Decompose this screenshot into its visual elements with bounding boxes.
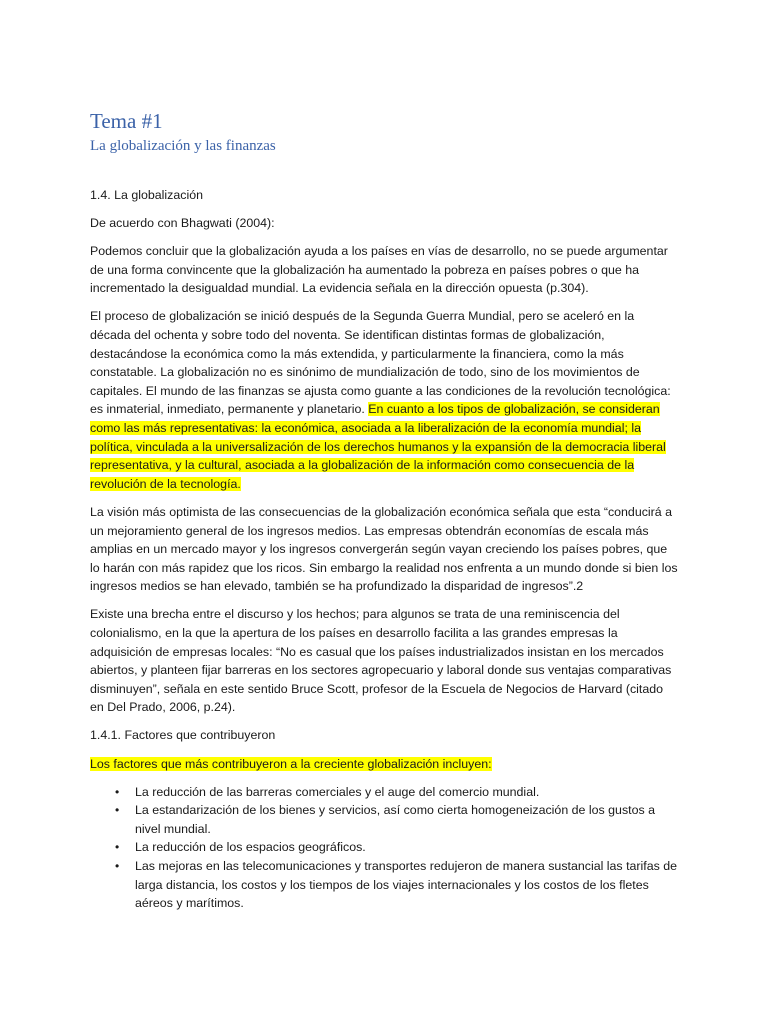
bullet-icon: • — [115, 784, 120, 799]
document-title: Tema #1 — [90, 109, 163, 133]
list-item — [90, 857, 678, 913]
paragraph-globalization-process — [90, 307, 678, 493]
paragraph-optimistic-view: La visión más optimista de las consecuencias de la globalización económica señala que esta “conducirá a un mejoramiento general de los ingresos medios. Las empresas obtendrán economías de escala más amplias en un mercado mayor y los ingresos convergerán según vayan creciendo los países pobres, que lo harán con más rapidez que los ricos. Sin embargo la realidad nos enfrenta a un mundo donde si bien los ingresos medios se han elevado, también se ha profundizado la disparidad de ingresos”.2 — [90, 504, 678, 594]
bullet-icon: • — [115, 803, 120, 818]
list-item-text: La estandarización de los bienes y servicios, así como cierta homogeneización de los gustos a nivel mundial. — [135, 803, 656, 836]
section-heading: 1.4. La globalización — [90, 188, 203, 202]
document-body — [90, 186, 678, 913]
subsection-heading: 1.4.1. Factores que contribuyeron — [90, 728, 276, 743]
document-subtitle: La globalización y las finanzas — [90, 138, 276, 154]
factors-intro — [90, 755, 678, 774]
list-item-text: La reducción de las barreras comerciales y el auge del comercio mundial. — [135, 784, 540, 799]
list-item-text: La reducción de los espacios geográficos. — [135, 840, 366, 855]
bullet-icon: • — [115, 859, 120, 873]
bullet-icon: • — [115, 840, 120, 855]
factors-list — [90, 783, 678, 913]
intro-paragraph: De acuerdo con Bhagwati (2004): — [90, 216, 275, 231]
list-item — [90, 838, 678, 857]
highlighted-text: Los factores que más contribuyeron a la creciente globalización incluyen: — [90, 756, 492, 771]
list-item — [90, 801, 678, 838]
paragraph-text: El proceso de globalización se inició después de la Segunda Guerra Mundial, pero se aceleró en la década del ochenta y sobre todo del noventa. Se identifican distintas formas de globalización, destacándose la económica como la más extendida, y particularmente la financiera, como la más constatable. La globalización no es sinónimo de mundialización de todo, sino de los movimientos de capitales. El mundo de las finanzas se ajusta como guante a las condiciones de la revolución tecnológica: es inmaterial, inmediato, permanente y planetario. — [90, 309, 671, 417]
list-item — [90, 783, 678, 802]
quote-paragraph: Podemos concluir que la globalización ayuda a los países en vías de desarrollo, no se puede argumentar de una forma convincente que la globalización ha aumentado la pobreza en países pobres o que ha incrementado la desigualdad mundial. La evidencia señala en la dirección opuesta (p.304). — [90, 244, 668, 296]
highlighted-text: En cuanto a los tipos de globalización, se consideran como las más representativas: la económica, asociada a la liberalización de la economía mundial; la política, vinculada a la universalización de los derechos humanos y la expansión de la democracia liberal representativa, y la cultural, asociada a la globalización de la información como consecuencia de la revolución de la tecnología. — [90, 402, 666, 491]
list-item-text: Las mejoras en las telecomunicaciones y transportes redujeron de manera sustancial las tarifas de larga distancia, los costos y los tiempos de los viajes internacionales y los costos de los fletes aéreos y marítimos. — [135, 859, 678, 911]
paragraph-gap: Existe una brecha entre el discurso y los hechos; para algunos se trata de una reminiscencia del colonialismo, en la que la apertura de los países en desarrollo facilita a las grandes empresas la adquisición de empresas locales: “No es casual que los países industrializados insistan en los mercados abiertos, y planteen fijar barreras en los sectores agropecuario y laboral donde sus ventajas comparativas disminuyen”, señala en este sentido Bruce Scott, profesor de la Escuela de Negocios de Harvard (citado en Del Prado, 2006, p.24). — [90, 607, 672, 715]
